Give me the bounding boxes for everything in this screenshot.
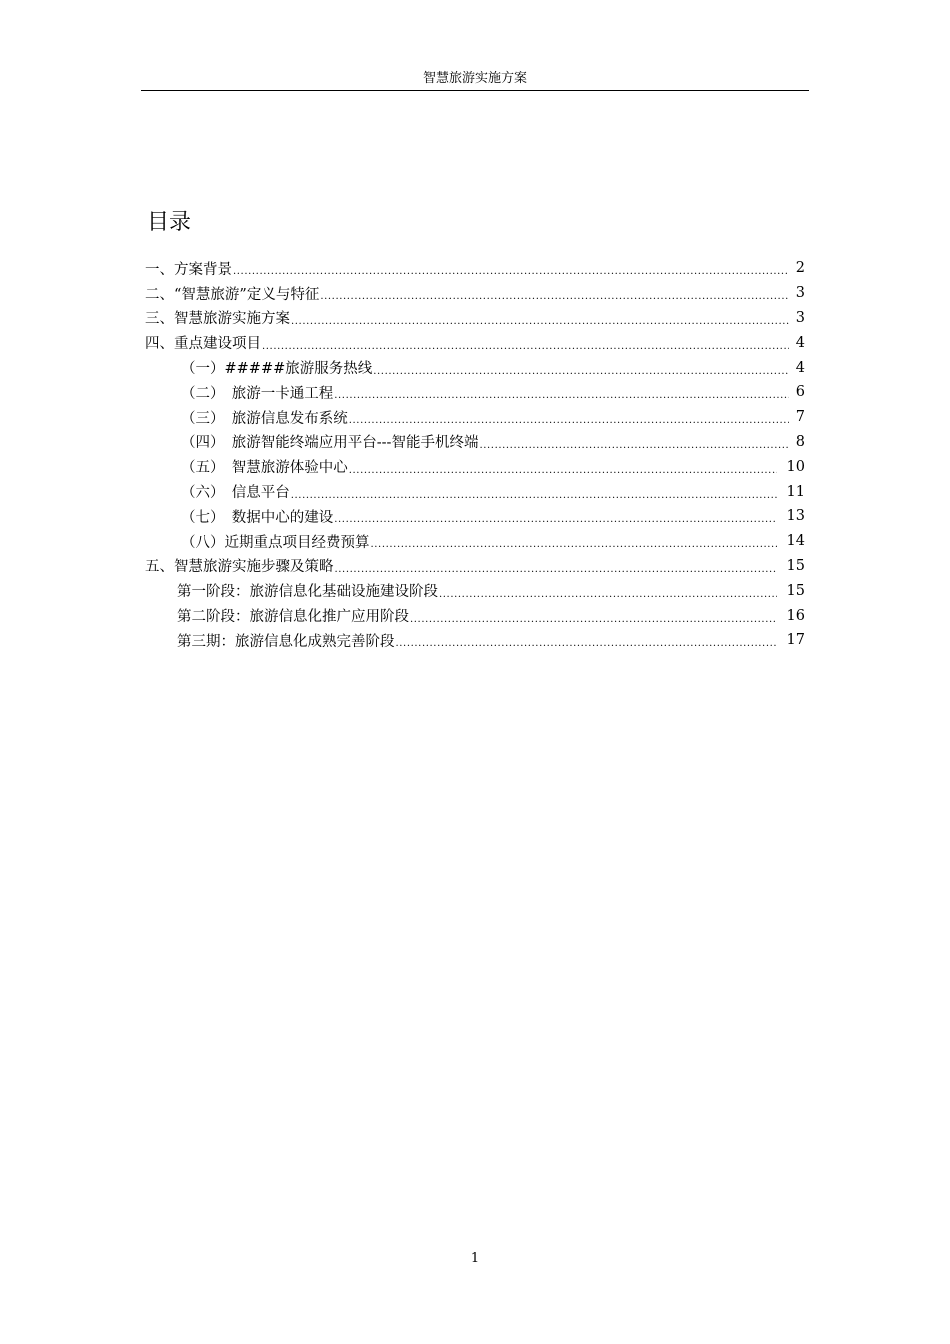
toc-entry-label: （一）#####旅游服务热线: [181, 361, 373, 378]
toc-entry-page: 6: [795, 384, 805, 401]
toc-entry[interactable]: [145, 479, 809, 504]
page-header: 智慧旅游实施方案: [141, 70, 809, 91]
toc-entry-label: 三、智慧旅游实施方案: [145, 311, 290, 328]
toc-entry[interactable]: [145, 281, 809, 306]
toc-list: [145, 256, 809, 653]
toc-leader-dots: [371, 535, 778, 549]
toc-leader-dots: [479, 436, 789, 450]
toc-entry[interactable]: [145, 554, 809, 579]
toc-entry-page: 4: [795, 334, 805, 351]
toc-entry-label: （七） 数据中心的建设: [181, 509, 334, 526]
toc-leader-dots: [291, 312, 789, 326]
toc-entry-page: 2: [795, 260, 805, 277]
toc-entry[interactable]: [145, 454, 809, 479]
toc-title: 目录: [147, 210, 192, 235]
toc-entry[interactable]: [145, 603, 809, 628]
toc-entry-page: 10: [786, 458, 805, 475]
toc-entry-page: 13: [786, 508, 805, 525]
toc-leader-dots: [349, 461, 777, 475]
toc-entry-page: 4: [795, 359, 805, 376]
page-number: 1: [470, 1251, 480, 1266]
toc-entry-label: 第一阶段：旅游信息化基础设施建设阶段: [177, 584, 438, 601]
toc-leader-dots: [373, 362, 789, 376]
toc-leader-dots: [334, 386, 789, 400]
toc-entry[interactable]: [145, 405, 809, 430]
toc-entry-page: 8: [795, 433, 805, 450]
toc-entry[interactable]: [145, 306, 809, 331]
toc-entry[interactable]: [145, 380, 809, 405]
toc-entry[interactable]: [145, 430, 809, 455]
toc-leader-dots: [233, 262, 789, 276]
toc-entry-label: （四） 旅游智能终端应用平台---智能手机终端: [181, 435, 479, 452]
toc-entry-page: 16: [786, 607, 805, 624]
toc-leader-dots: [439, 585, 777, 599]
toc-leader-dots: [335, 560, 778, 574]
toc-entry-label: 二、“智慧旅游”定义与特征: [145, 286, 320, 303]
toc-entry-page: 11: [786, 483, 805, 500]
toc-leader-dots: [410, 610, 777, 624]
toc-entry-label: 五、智慧旅游实施步骤及策略: [145, 559, 334, 576]
toc-entry[interactable]: [145, 578, 809, 603]
toc-leader-dots: [320, 287, 789, 301]
toc-leader-dots: [349, 411, 789, 425]
toc-entry-label: （二） 旅游一卡通工程: [181, 385, 334, 402]
toc-entry[interactable]: [145, 330, 809, 355]
toc-entry-page: 15: [786, 582, 805, 599]
toc-entry-label: 四、重点建设项目: [145, 336, 261, 353]
toc-entry-page: 3: [795, 309, 805, 326]
toc-entry[interactable]: [145, 529, 809, 554]
toc-entry-label: 一、方案背景: [145, 261, 232, 278]
toc-entry[interactable]: [145, 628, 809, 653]
toc-entry-page: 7: [795, 409, 805, 426]
toc-entry-label: （五） 智慧旅游体验中心: [181, 460, 348, 477]
toc-entry-label: 第二阶段：旅游信息化推广应用阶段: [177, 609, 409, 626]
toc-entry[interactable]: [145, 256, 809, 281]
toc-leader-dots: [396, 634, 778, 648]
toc-entry-page: 17: [786, 632, 805, 649]
toc-leader-dots: [334, 510, 777, 524]
toc-entry-page: 14: [786, 533, 805, 550]
toc-entry[interactable]: [145, 504, 809, 529]
toc-entry-page: 15: [786, 557, 805, 574]
toc-entry[interactable]: [145, 355, 809, 380]
toc-entry-label: （八）近期重点项目经费预算: [181, 534, 370, 551]
toc-leader-dots: [291, 486, 777, 500]
toc-entry-label: （三） 旅游信息发布系统: [181, 410, 348, 427]
toc-leader-dots: [262, 337, 789, 351]
toc-entry-page: 3: [795, 285, 805, 302]
toc-entry-label: （六） 信息平台: [181, 485, 290, 502]
toc-entry-label: 第三期：旅游信息化成熟完善阶段: [177, 633, 395, 650]
